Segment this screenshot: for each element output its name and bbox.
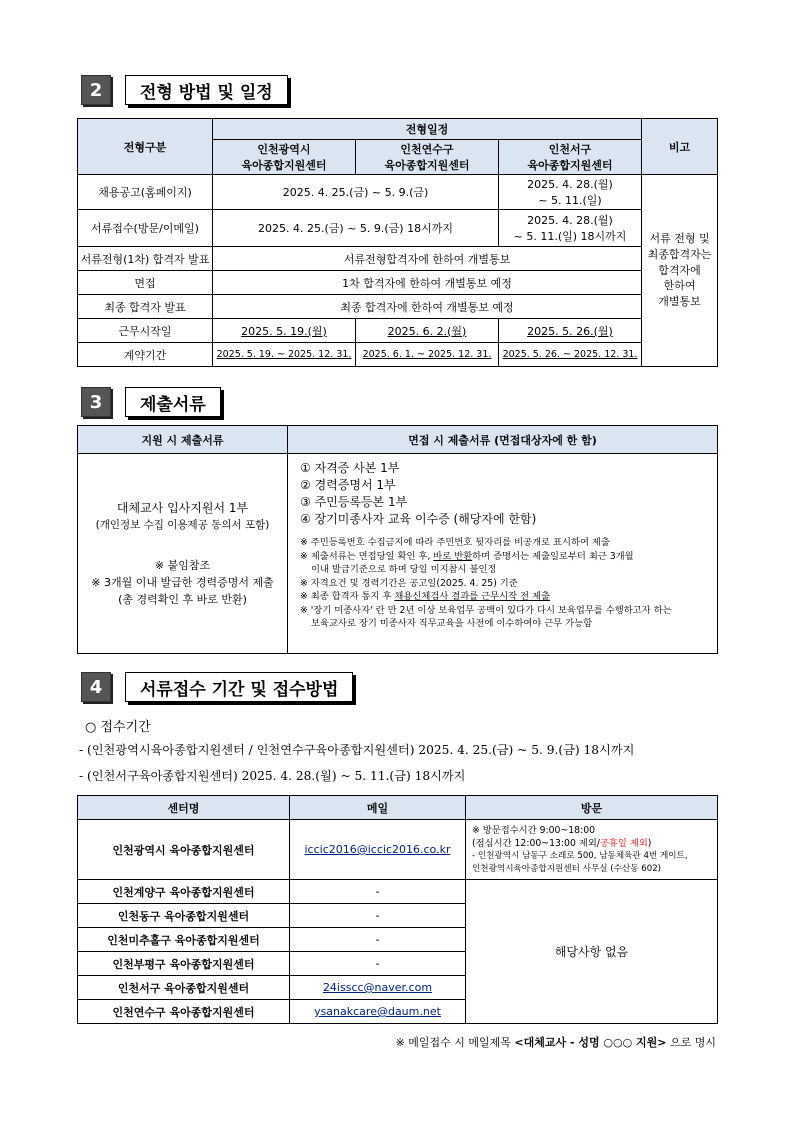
header-schedule: 전형일정 bbox=[213, 119, 642, 140]
section-number: 4 bbox=[81, 672, 111, 702]
note-line: ※ 제출서류는 면접당일 확인 후, 바로 반환하며 증명서는 제출일로부터 최근 3개월 bbox=[300, 550, 634, 562]
center-email: - bbox=[290, 904, 466, 928]
row-value: 서류전형합격자에 한하여 개별통보 bbox=[213, 247, 642, 271]
row-label: 최종 합격자 발표 bbox=[78, 295, 213, 319]
interview-doc-item: ② 경력증명서 1부 bbox=[300, 478, 396, 492]
center-header: 인천광역시 육아종합지원센터 bbox=[213, 140, 356, 175]
start-date: 2025. 5. 19.(월) bbox=[213, 319, 356, 343]
center-name: 인천동구 육아종합지원센터 bbox=[78, 904, 290, 928]
header-visit: 방문 bbox=[466, 796, 718, 820]
apply-doc-sub: (개인정보 수집 이용제공 동의서 포함) bbox=[95, 519, 270, 532]
row-value: 1차 합격자에 한하여 개별통보 예정 bbox=[213, 271, 642, 295]
contract-period: 2025. 5. 26. ~ 2025. 12. 31. bbox=[499, 343, 642, 367]
header-interview-docs: 면접 시 제출서류 (면접대상자에 한 함) bbox=[288, 426, 718, 454]
row-value: 2025. 4. 25.(금) ~ 5. 9.(금) bbox=[213, 175, 499, 210]
row-value: 2025. 4. 28.(월) ~ 5. 11.(일) 18시까지 bbox=[499, 210, 642, 247]
note-line: ※ 최종 합격자 통지 후 채용신체검사 결과를 근무시작 전 제출 bbox=[300, 591, 550, 602]
section-4-header bbox=[81, 672, 353, 702]
center-email: - bbox=[290, 952, 466, 976]
center-name: 인천광역시 육아종합지원센터 bbox=[78, 820, 290, 880]
interview-doc-item: ① 자격증 사본 1부 bbox=[300, 461, 400, 475]
header-note: 비고 bbox=[642, 119, 718, 175]
center-email-link[interactable]: iccic2016@iccic2016.co.kr bbox=[290, 820, 466, 880]
period-line: - (인천서구육아종합지원센터) 2025. 4. 28.(월) ~ 5. 11.(금) 18시까지 bbox=[79, 769, 466, 783]
center-name: 인천부평구 육아종합지원센터 bbox=[78, 952, 290, 976]
apply-doc-ref: ※ 붙임참조 bbox=[154, 559, 211, 573]
header-type: 전형구분 bbox=[78, 119, 213, 175]
apply-doc-main: 대체교사 입사지원서 1부 bbox=[116, 500, 249, 515]
note-cell: 서류 전형 및 최종합격자는 합격자에 한하여 개별통보 bbox=[642, 175, 718, 367]
mail-subject-note: ※ 메일접수 시 메일제목 <대체교사 - 성명 ○○○ 지원> 으로 명시 bbox=[395, 1036, 716, 1049]
row-label: 근무시작일 bbox=[78, 319, 213, 343]
row-label: 계약기간 bbox=[78, 343, 213, 367]
schedule-table bbox=[77, 118, 718, 367]
row-label: 채용공고(홈페이지) bbox=[78, 175, 213, 210]
row-value: 2025. 4. 28.(월) ~ 5. 11.(일) bbox=[499, 175, 642, 210]
section-title: 제출서류 bbox=[125, 387, 221, 417]
visit-address: - 인천광역시 남동구 소래로 500, 남동체육관 4번 게이트, bbox=[472, 850, 688, 861]
section-2-header bbox=[81, 75, 288, 105]
header-center: 센터명 bbox=[78, 796, 290, 820]
section-number: 3 bbox=[81, 387, 111, 417]
visit-hours: ※ 방문접수시간 9:00~18:00 bbox=[472, 824, 596, 836]
center-email: - bbox=[290, 880, 466, 904]
section-title: 서류접수 기간 및 접수방법 bbox=[125, 672, 353, 702]
note-line: ※ 주민등록번호 수집금지에 따라 주민번호 뒷자리를 비공개로 표시하여 제출 bbox=[300, 537, 610, 548]
center-header: 인천서구 육아종합지원센터 bbox=[499, 140, 642, 175]
row-value: 최종 합격자에 한하여 개별통보 예정 bbox=[213, 295, 642, 319]
period-line: - (인천광역시육아종합지원센터 / 인천연수구육아종합지원센터) 2025. 4. 25.(금) ~ 5. 9.(금) 18시까지 bbox=[79, 743, 635, 757]
period-heading: ○ 접수기간 bbox=[85, 720, 151, 735]
row-label: 면접 bbox=[78, 271, 213, 295]
header-mail: 메일 bbox=[290, 796, 466, 820]
visit-address: 인천광역시육아종합지원센터 사무실 (수산동 602) bbox=[472, 863, 662, 874]
center-name: 인천계양구 육아종합지원센터 bbox=[78, 880, 290, 904]
apply-doc-career: ※ 3개월 이내 발급한 경력증명서 제출 bbox=[91, 576, 274, 590]
start-date: 2025. 6. 2.(월) bbox=[356, 319, 499, 343]
row-value: 2025. 4. 25.(금) ~ 5. 9.(금) 18시까지 bbox=[213, 210, 499, 247]
center-email-link[interactable]: 24isscc@naver.com bbox=[290, 976, 466, 1000]
center-name: 인천미추홀구 육아종합지원센터 bbox=[78, 928, 290, 952]
documents-table bbox=[77, 425, 718, 654]
submission-table bbox=[77, 795, 718, 1024]
note-line: ※ 자격요건 및 경력기간은 공고일(2025. 4. 25) 기준 bbox=[300, 577, 518, 589]
note-line: 보육교사로 장기 미종사자 직무교육을 사전에 이수하여야 근무 가능함 bbox=[311, 618, 593, 629]
note-line: 이내 발급기준으로 하며 당일 미지참시 불인정 bbox=[311, 564, 497, 575]
section-number: 2 bbox=[81, 75, 111, 105]
visit-lunch: (점심시간 12:00~13:00 제외/공휴일 제외) bbox=[472, 837, 652, 849]
visit-none: 해당사항 없음 bbox=[466, 880, 718, 1024]
note-line: ※ '장기 미종사자' 란 만 2년 이상 보육업무 공백이 있다가 다시 보육업무를 수행하고자 하는 bbox=[300, 604, 672, 616]
center-header: 인천연수구 육아종합지원센터 bbox=[356, 140, 499, 175]
apply-doc-return: (총 경력확인 후 바로 반환) bbox=[118, 593, 247, 607]
center-email: - bbox=[290, 928, 466, 952]
section-title: 전형 방법 및 일정 bbox=[125, 75, 288, 105]
start-date: 2025. 5. 26.(월) bbox=[499, 319, 642, 343]
row-label: 서류접수(방문/이메일) bbox=[78, 210, 213, 247]
row-label: 서류전형(1차) 합격자 발표 bbox=[78, 247, 213, 271]
contract-period: 2025. 6. 1. ~ 2025. 12. 31. bbox=[356, 343, 499, 367]
center-email-link[interactable]: ysanakcare@daum.net bbox=[290, 1000, 466, 1024]
section-3-header bbox=[81, 387, 221, 417]
header-apply-docs: 지원 시 제출서류 bbox=[78, 426, 288, 454]
center-name: 인천서구 육아종합지원센터 bbox=[78, 976, 290, 1000]
interview-doc-item: ④ 장기미종사자 교육 이수증 (해당자에 한함) bbox=[300, 512, 537, 526]
center-name: 인천연수구 육아종합지원센터 bbox=[78, 1000, 290, 1024]
interview-doc-item: ③ 주민등록등본 1부 bbox=[300, 495, 408, 509]
contract-period: 2025. 5. 19. ~ 2025. 12. 31. bbox=[213, 343, 356, 367]
